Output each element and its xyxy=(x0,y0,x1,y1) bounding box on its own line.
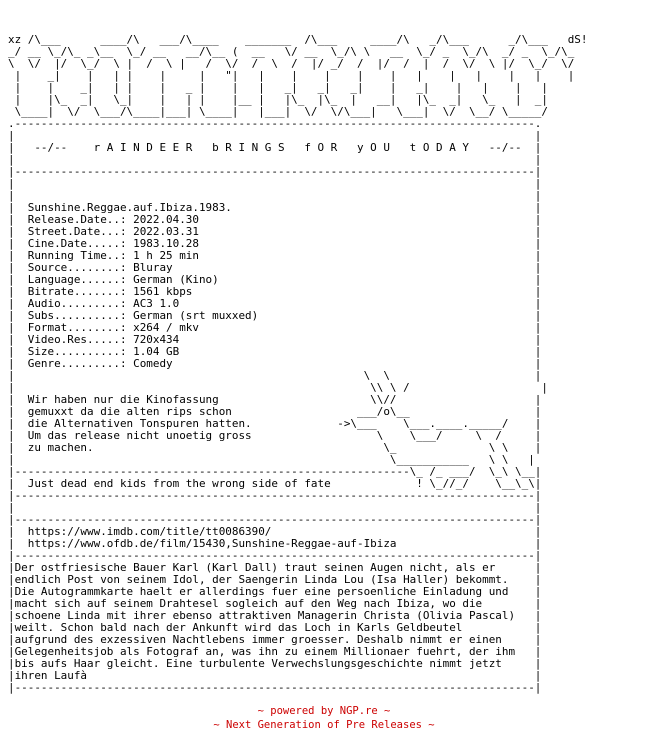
footer-powered-by: ~ powered by NGP.re ~ xyxy=(257,705,391,717)
nfo-content: xz /\___ ____/\ ___/\____ _______ /\___ ____/\ _/\___ _/\___ dS! _/ __ \_/\_ _\__ \_/ __ __/\__ ( __ \/ __ \_/\ \ __ \_/ _ \_/\ _/ _ \_/\_ \ \/ |/ \_/ \ | / \ | / \/ / \ / |/ _/ / |/ / | / \/ \ |/ \_/ \/ | _| | | | | | "| | | | | | | | | | | | | | _| | | | _ | | | _| _| _| | _| | | | | | |\_ _| \_| | | | |__ | |\_ |\_ | __| |\_ _| \_ | _| \____| \/ \___/\____|___| \____| |___| \/ \/\___| \___| \/ \__/ \_____/ .-------------------------------------------------------------------------------. | | | --/-- r A I N D E E R b R I N G S f O R y O U t O D A Y --/-- | | | |-------------------------------------------------------------------------------| | | | | | Sunshine.Reggae.auf.Ibiza.1983. | | Release.Date..: 2022.04.30 | | Street.Date...: 2022.03.31 | | Cine.Date.....: 1983.10.28 | | Running Time..: 1 h 25 min | | Source........: Bluray | | Language......: German (Kino) | | Bitrate.......: 1561 kbps | | Audio.........: AC3 1.0 | | Subs..........: German (srt muxxed) | | Format........: x264 / mkv | | Video.Res.....: 720x434 | | Size..........: 1.04 GB | | Genre.........: Comedy | | \ \ | | \\ \ / | | Wir haben nur die Kinofassung \\// | | gemuxxt da die alten rips schon ___/o\__ | | die Alternativen Tonspuren hatten. ->\___ \___.____._____/ | | Um das release nicht unoetig gross \ \___/ \ / | | zu machen. \_ \ \ | | \___________ \ \ | |------------------------------------------------------------\_ /_ ___/ \_\ \__| | Just dead end kids from the wrong side of fate ! \_//_/ \__\_\| |-------------------------------------------------------------------------------| | | |-------------------------------------------------------------------------------| | https://www.imdb.com/title/tt0086390/ | | https://www.ofdb.de/film/15430,Sunshine-Reggae-auf-Ibiza | |-------------------------------------------------------------------------------| |Der ostfriesische Bauer Karl (Karl Dall) traut seinen Augen nicht, als er | |endlich Post von seinem Idol, der Saengerin Linda Lou (Isa Haller) bekommt. | |Die Autogrammkarte haelt er allerdings fuer eine persoenliche Einladung und | |macht sich auf seinem Drahtesel sogleich auf den Weg nach Ibiza, wo die | |schoene Linda mit ihrer ebenso attraktiven Managerin Christa (Olivia Pascal) | |weilt. Schon bald nach der Ankunft wird das Loch in Karls Geldbeutel | |aufgrund des exzessiven Nachtlebens immer groesser. Deshalb nimmt er einen | |Gelegenheitsjob als Fotograf an, was ihn zu einem Millionaer fuehrt, der ihm | |bis aufs Haar gleicht. Eine turbulente Verwechslungsgeschichte nimmt jetzt | |ihren Laufà | |-------------------------------------------------------------------------------| xyxy=(8,33,588,694)
footer-tagline: ~ Next Generation of Pre Releases ~ xyxy=(213,719,435,731)
